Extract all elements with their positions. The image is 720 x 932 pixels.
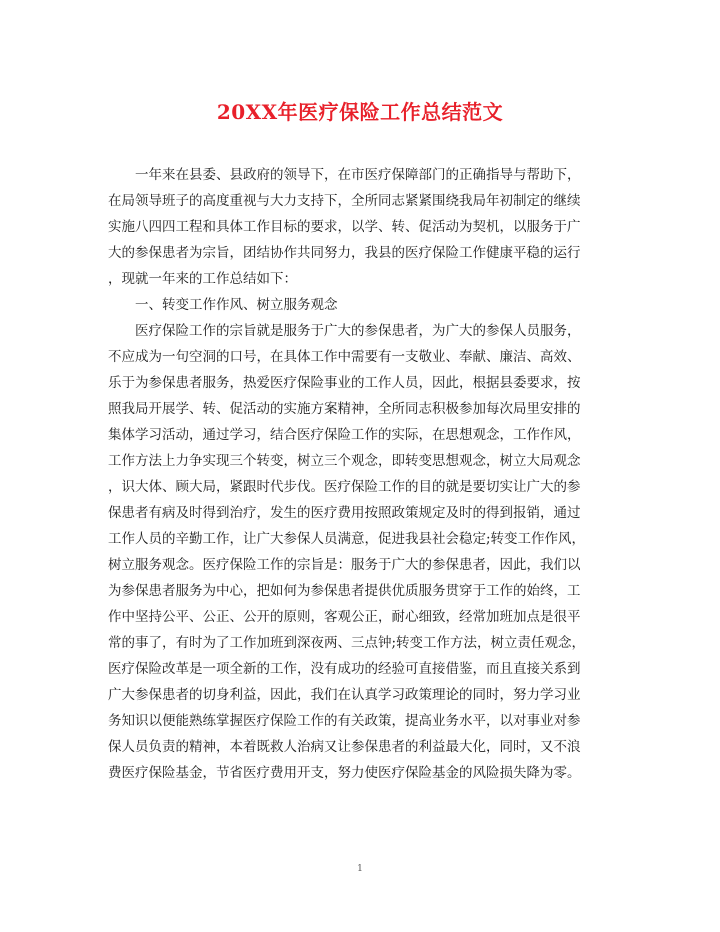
text-line: 不应成为一句空洞的口号，在具体工作中需要有一支敬业、奉献、廉洁、高效、: [108, 349, 581, 365]
text-line: 为参保患者服务为中心，把如何为参保患者提供优质服务贯穿于工作的始终，工: [108, 583, 581, 599]
text-line: 保患者有病及时得到治疗，发生的医疗费用按照政策规定及时的得到报销，通过: [108, 505, 581, 521]
text-line: 实施八四四工程和具体工作目标的要求，以学、转、促活动为契机，以服务于广: [108, 219, 581, 235]
text-line: 集体学习活动，通过学习，结合医疗保险工作的实际，在思想观念，工作作风，: [108, 427, 581, 443]
text-line: 工作方法上力争实现三个转变，树立三个观念，即转变思想观念，树立大局观念: [108, 453, 581, 469]
text-line: 保人员负责的精神，本着既救人治病又让参保患者的利益最大化，同时，又不浪: [108, 739, 581, 755]
text-line: 在局领导班子的高度重视与大力支持下，全所同志紧紧围绕我局年初制定的继续: [108, 193, 581, 209]
text-line: 一、转变工作作风、树立服务观念: [135, 297, 338, 313]
page-number: 1: [357, 864, 363, 874]
text-line: 广大参保患者的切身利益，因此，我们在认真学习政策理论的同时，努力学习业: [108, 687, 581, 703]
document-title: 20XX年医疗保险工作总结范文: [216, 100, 504, 124]
text-line: 常的事了，有时为了工作加班到深夜两、三点钟;转变工作方法，树立责任观念，: [108, 635, 586, 651]
text-line: 作中坚持公平、公正、公开的原则，客观公正，耐心细致，经常加班加点是很平: [108, 609, 581, 625]
document-body: [108, 162, 620, 786]
text-line: 费医疗保险基金，节省医疗费用开支，努力使医疗保险基金的风险损失降为零。: [108, 765, 581, 781]
text-line: 照我局开展学、转、促活动的实施方案精神，全所同志积极参加每次局里安排的: [108, 401, 581, 417]
text-line: 乐于为参保患者服务，热爱医疗保险事业的工作人员，因此，根据县委要求，按: [108, 375, 581, 391]
text-line: 医疗保险工作的宗旨就是服务于广大的参保患者，为广大的参保人员服务，: [135, 323, 581, 339]
text-line: 务知识以便能熟练掌握医疗保险工作的有关政策，提高业务水平，以对事业对参: [108, 713, 581, 729]
text-line: 医疗保险改革是一项全新的工作，没有成功的经验可直接借鉴，而且直接关系到: [108, 661, 581, 677]
text-line: 一年来在县委、县政府的领导下，在市医疗保障部门的正确指导与帮助下，: [135, 167, 581, 183]
text-line: 大的参保患者为宗旨，团结协作共同努力，我县的医疗保险工作健康平稳的运行: [108, 245, 581, 261]
text-line: ，识大体、顾大局，紧跟时代步伐。医疗保险工作的目的就是要切实让广大的参: [108, 479, 581, 495]
text-line: ，现就一年来的工作总结如下：: [108, 271, 297, 287]
text-line: 树立服务观念。医疗保险工作的宗旨是：服务于广大的参保患者，因此，我们以: [108, 557, 581, 573]
text-line: 工作人员的辛勤工作，让广大参保人员满意，促进我县社会稳定;转变工作作风，: [108, 531, 586, 547]
